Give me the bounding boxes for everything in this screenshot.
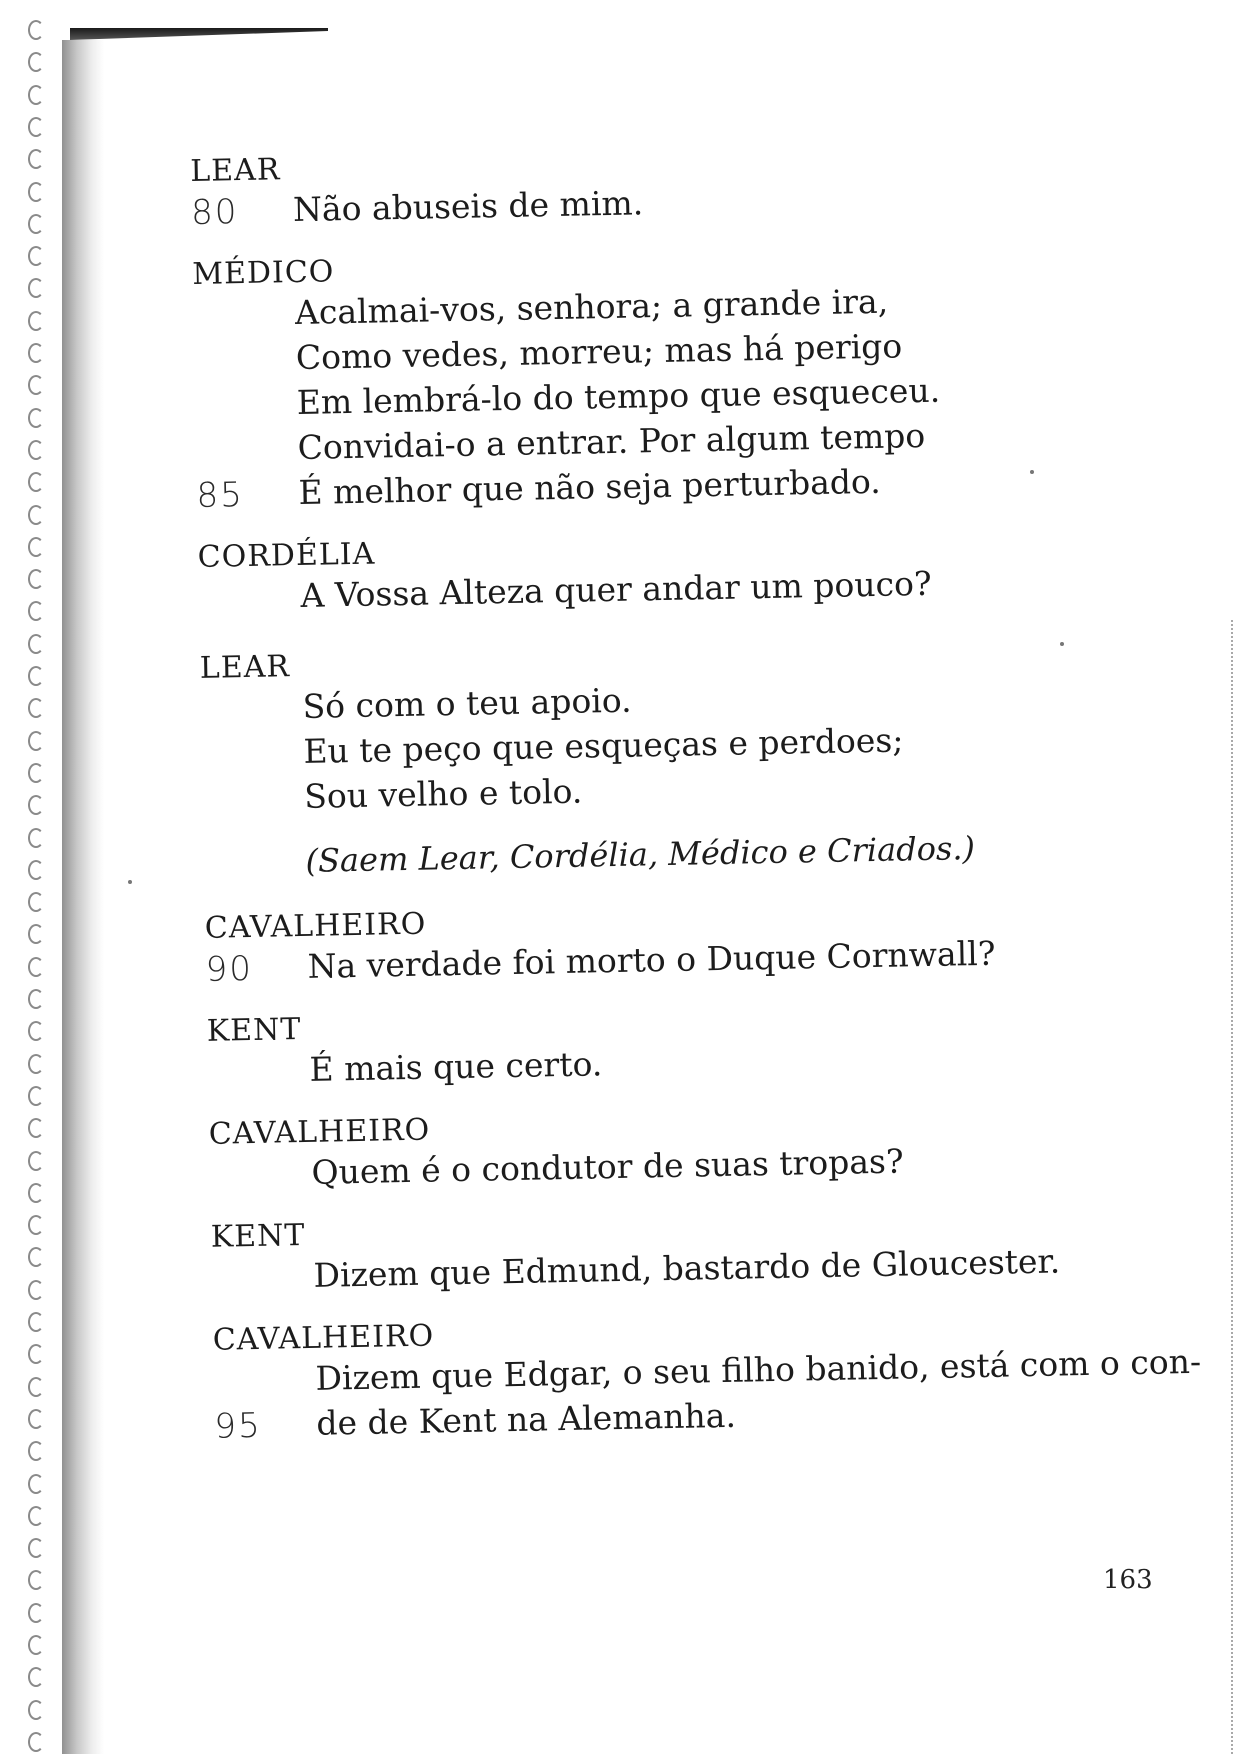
binding-ring (28, 924, 44, 944)
binding-ring (28, 246, 44, 266)
verse-text: Eu te peço que esqueças e perdoes; (303, 720, 904, 771)
binding-ring (28, 1151, 44, 1171)
handwritten-line-number: 80 (190, 192, 239, 233)
binding-ring (28, 1021, 44, 1041)
binding-ring (28, 763, 44, 783)
binding-ring (28, 1118, 44, 1138)
binding-ring (28, 182, 44, 202)
binding-ring (28, 1215, 44, 1235)
binding-ring (28, 1635, 44, 1655)
page-number: 163 (1103, 1565, 1153, 1595)
speaker-name: KENT (206, 1012, 302, 1049)
binding-ring (28, 1247, 44, 1267)
speaker-name: CAVALHEIRO (212, 1318, 435, 1358)
binding-ring (28, 149, 44, 169)
speck (128, 880, 132, 884)
binding-ring (28, 698, 44, 718)
binding-ring (28, 1700, 44, 1720)
handwritten-line-number: 85 (196, 475, 245, 516)
verse-text: Só com o teu apoio. (302, 680, 632, 726)
verse-text: Sou velho e tolo. (303, 771, 583, 816)
page-top-edge-shadow (70, 28, 328, 40)
speech-block (200, 633, 1163, 820)
binding-ring (28, 1506, 44, 1526)
verse-text: Quem é o condutor de suas tropas? (311, 1141, 904, 1192)
binding-ring (28, 957, 44, 977)
verse-text: É melhor que não seja perturbado. (298, 461, 882, 512)
speaker-name: CAVALHEIRO (208, 1112, 431, 1152)
verse-text: É mais que certo. (309, 1044, 603, 1089)
binding-ring (28, 214, 44, 234)
binding-ring (28, 1474, 44, 1494)
speech-block (208, 1099, 1169, 1196)
verse-text: A Vossa Alteza quer andar um pouco? (300, 563, 932, 615)
speck (1060, 642, 1064, 646)
verse-text: de de Kent na Alemanha. (315, 1395, 737, 1443)
speaker-name: MÉDICO (191, 254, 335, 292)
binding-ring (28, 1409, 44, 1429)
binding-ring (28, 117, 44, 137)
binding-ring (28, 1441, 44, 1461)
speech-block (205, 893, 1166, 990)
verse-text: Em lembrá-lo do tempo que esqueceu. (296, 370, 941, 422)
verse-text: Acalmai-vos, senhora; a grande ira, (294, 281, 889, 333)
speech-block (207, 996, 1168, 1093)
binding-ring (28, 1086, 44, 1106)
speech-block (192, 240, 1157, 517)
binding-ring (28, 634, 44, 654)
binding-ring (28, 828, 44, 848)
right-page-edge (1231, 620, 1241, 1754)
binding-ring (28, 343, 44, 363)
binding-ring (28, 1538, 44, 1558)
speck (1030, 470, 1034, 474)
speaker-name: LEAR (189, 152, 281, 189)
binding-ring (28, 601, 44, 621)
binding-ring (28, 20, 44, 40)
binding-ring (28, 1570, 44, 1590)
binding-ring (28, 569, 44, 589)
binding-ring (28, 1732, 44, 1752)
stage-direction: (Saem Lear, Cordélia, Médico e Criados.) (305, 829, 976, 880)
binding-ring (28, 1344, 44, 1364)
speech-block (212, 1305, 1202, 1447)
binding-ring (28, 537, 44, 557)
speaker-name: KENT (210, 1217, 306, 1255)
binding-ring (28, 989, 44, 1009)
binding-ring (28, 731, 44, 751)
speaker-name: CAVALHEIRO (204, 906, 427, 946)
binding-ring (28, 1603, 44, 1623)
binding-ring (28, 505, 44, 525)
verse-text: Não abuseis de mim. (292, 183, 644, 230)
scanned-page-edge (62, 40, 104, 1754)
binding-ring (28, 1280, 44, 1300)
binding-ring (28, 795, 44, 815)
binding-ring (28, 860, 44, 880)
binding-ring (28, 375, 44, 395)
speech-block (197, 522, 1158, 619)
binding-ring (28, 472, 44, 492)
binding-ring (28, 666, 44, 686)
verse-text: Convidai-o a entrar. Por algum tempo (297, 415, 926, 467)
speaker-name: CORDÉLIA (197, 536, 376, 575)
binding-ring (28, 1667, 44, 1687)
binding-ring (28, 440, 44, 460)
binding-ring (28, 278, 44, 298)
binding-ring (28, 1377, 44, 1397)
binding-ring (28, 311, 44, 331)
handwritten-line-number: 95 (214, 1405, 263, 1447)
verse-text: Na verdade foi morto o Duque Cornwall? (307, 933, 996, 986)
speaker-name: LEAR (199, 649, 291, 686)
verse-text: Dizem que Edmund, bastardo de Gloucester. (313, 1241, 1061, 1295)
play-page (189, 137, 1202, 1448)
binding-ring (28, 1312, 44, 1332)
speech-block (210, 1202, 1171, 1299)
verse-text: Como vedes, morreu; mas há perigo (295, 326, 903, 378)
speech-block (190, 137, 1151, 234)
binding-ring (28, 408, 44, 428)
binding-ring (28, 1183, 44, 1203)
binding-ring (28, 85, 44, 105)
handwritten-line-number: 90 (205, 948, 254, 990)
binding-ring (28, 892, 44, 912)
binding-ring (28, 52, 44, 72)
binding-ring (28, 1054, 44, 1074)
verse-text: Dizem que Edgar, o seu filho banido, está com o con- (315, 1341, 1202, 1398)
